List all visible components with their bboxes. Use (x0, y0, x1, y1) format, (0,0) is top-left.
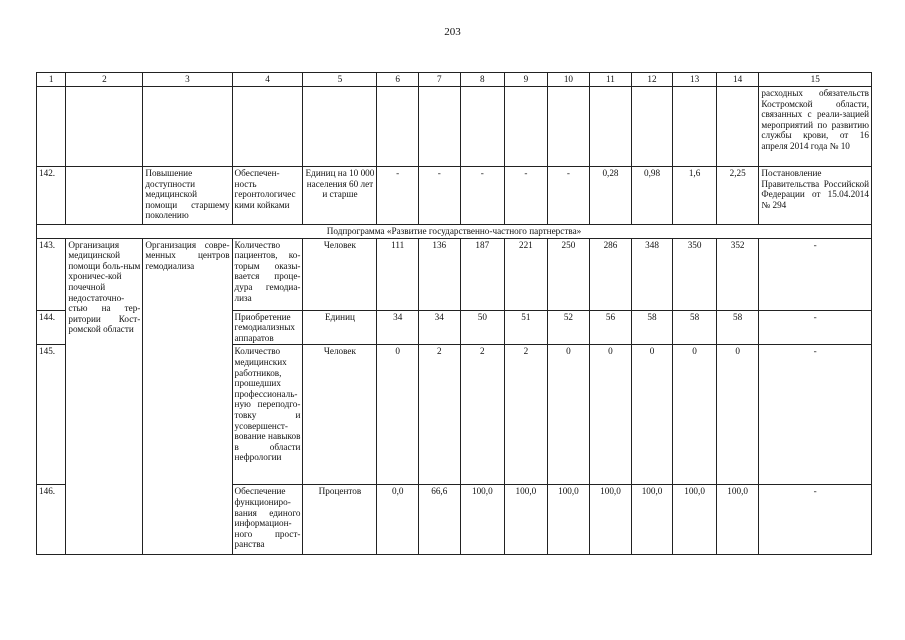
activity-cell: Организация совре-менных центров гемодиализа (143, 238, 232, 555)
header-row (37, 73, 872, 87)
value-cell: 286 (590, 238, 632, 310)
value-cell: 58 (716, 310, 759, 345)
row-number: 143. (37, 238, 66, 310)
value-cell: 50 (460, 310, 505, 345)
legal-basis-cell: - (759, 310, 872, 345)
activity-cell: Повышение доступности медицинской помощи старшему поколению (143, 167, 232, 225)
legal-basis-cell: - (759, 345, 872, 485)
value-cell: 352 (716, 238, 759, 310)
value-cell: 52 (547, 310, 590, 345)
row-number: 145. (37, 345, 66, 485)
value-cell: - (505, 167, 548, 225)
header-cell: 5 (303, 73, 377, 87)
value-cell: 0 (716, 345, 759, 485)
header-cell: 2 (66, 73, 143, 87)
value-cell: - (460, 167, 505, 225)
header-cell: 14 (716, 73, 759, 87)
indicators-table (36, 72, 872, 555)
value-cell: 250 (547, 238, 590, 310)
value-cell: 2 (505, 345, 548, 485)
value-cell: 0 (590, 345, 632, 485)
unit-cell: Процентов (303, 485, 377, 555)
value-cell: 2,25 (716, 167, 759, 225)
value-cell: 100,0 (631, 485, 673, 555)
header-cell: 9 (505, 73, 548, 87)
value-cell: 350 (673, 238, 717, 310)
value-cell: 0,28 (590, 167, 632, 225)
header-cell: 7 (418, 73, 460, 87)
value-cell: 0 (631, 345, 673, 485)
subprogram-row (37, 225, 872, 239)
value-cell: 58 (673, 310, 717, 345)
header-cell: 3 (143, 73, 232, 87)
indicator-cell: Количество пациентов, ко-торым оказы-вается проце-дура гемодиа-лиза (232, 238, 303, 310)
value-cell: - (547, 167, 590, 225)
value-cell: 187 (460, 238, 505, 310)
value-cell: 0,0 (377, 485, 419, 555)
header-cell: 4 (232, 73, 303, 87)
indicator-cell: Обеспечение функциониро-вания единого информацион-ного прост-ранства (232, 485, 303, 555)
header-cell: 11 (590, 73, 632, 87)
unit-cell: Человек (303, 345, 377, 485)
unit-cell: Человек (303, 238, 377, 310)
value-cell: - (377, 167, 419, 225)
value-cell: 100,0 (716, 485, 759, 555)
indicator-cell: Количество медицинских работников, прошедших профессиональ-ную переподго-товку и усовершенст-вование навыков в области нефрологии (232, 345, 303, 485)
value-cell: 111 (377, 238, 419, 310)
value-cell: 66,6 (418, 485, 460, 555)
value-cell: 1,6 (673, 167, 717, 225)
value-cell: 2 (418, 345, 460, 485)
header-cell: 10 (547, 73, 590, 87)
header-cell: 6 (377, 73, 419, 87)
value-cell: 0 (377, 345, 419, 485)
task-cell: Организация медицинской помощи боль-ным хроничес-кой почечной недостаточно-стью на тер-ритории Кост-ромской области (66, 238, 143, 555)
value-cell: 0 (673, 345, 717, 485)
value-cell: 51 (505, 310, 548, 345)
table-row-142 (37, 167, 872, 225)
value-cell: 56 (590, 310, 632, 345)
legal-basis-cell: - (759, 238, 872, 310)
continuation-row (37, 87, 872, 167)
legal-basis-cell: - (759, 485, 872, 555)
header-cell: 12 (631, 73, 673, 87)
page-number: 203 (444, 26, 461, 38)
indicator-cell: Обеспечен-ность геронтологичес кими койками (232, 167, 303, 225)
indicator-cell: Приобретение гемодиализных аппаратов (232, 310, 303, 345)
header-cell: 15 (759, 73, 872, 87)
value-cell: 100,0 (590, 485, 632, 555)
unit-cell: Единиц (303, 310, 377, 345)
value-cell: 100,0 (547, 485, 590, 555)
table-row-143 (37, 238, 872, 310)
value-cell: - (418, 167, 460, 225)
value-cell: 0,98 (631, 167, 673, 225)
value-cell: 221 (505, 238, 548, 310)
row-number: 146. (37, 485, 66, 555)
header-cell: 1 (37, 73, 66, 87)
legal-basis-cell: Постановление Правительства Российской Федерации от 15.04.2014 № 294 (759, 167, 872, 225)
unit-cell: Единиц на 10 000 населения 60 лет и старше (303, 167, 377, 225)
row-number: 144. (37, 310, 66, 345)
value-cell: 348 (631, 238, 673, 310)
value-cell: 100,0 (673, 485, 717, 555)
legal-basis-cell: расходных обязательств Костромской области, связанных с реали-зацией мероприятий по развитию службы крови, от 16 апреля 2014 года № 10 (759, 87, 872, 167)
subprogram-title: Подпрограмма «Развитие государственно-частного партнерства» (37, 225, 872, 239)
value-cell: 34 (377, 310, 419, 345)
value-cell: 34 (418, 310, 460, 345)
value-cell: 2 (460, 345, 505, 485)
value-cell: 100,0 (460, 485, 505, 555)
value-cell: 0 (547, 345, 590, 485)
value-cell: 136 (418, 238, 460, 310)
header-cell: 13 (673, 73, 717, 87)
header-cell: 8 (460, 73, 505, 87)
value-cell: 58 (631, 310, 673, 345)
row-number: 142. (37, 167, 66, 225)
value-cell: 100,0 (505, 485, 548, 555)
